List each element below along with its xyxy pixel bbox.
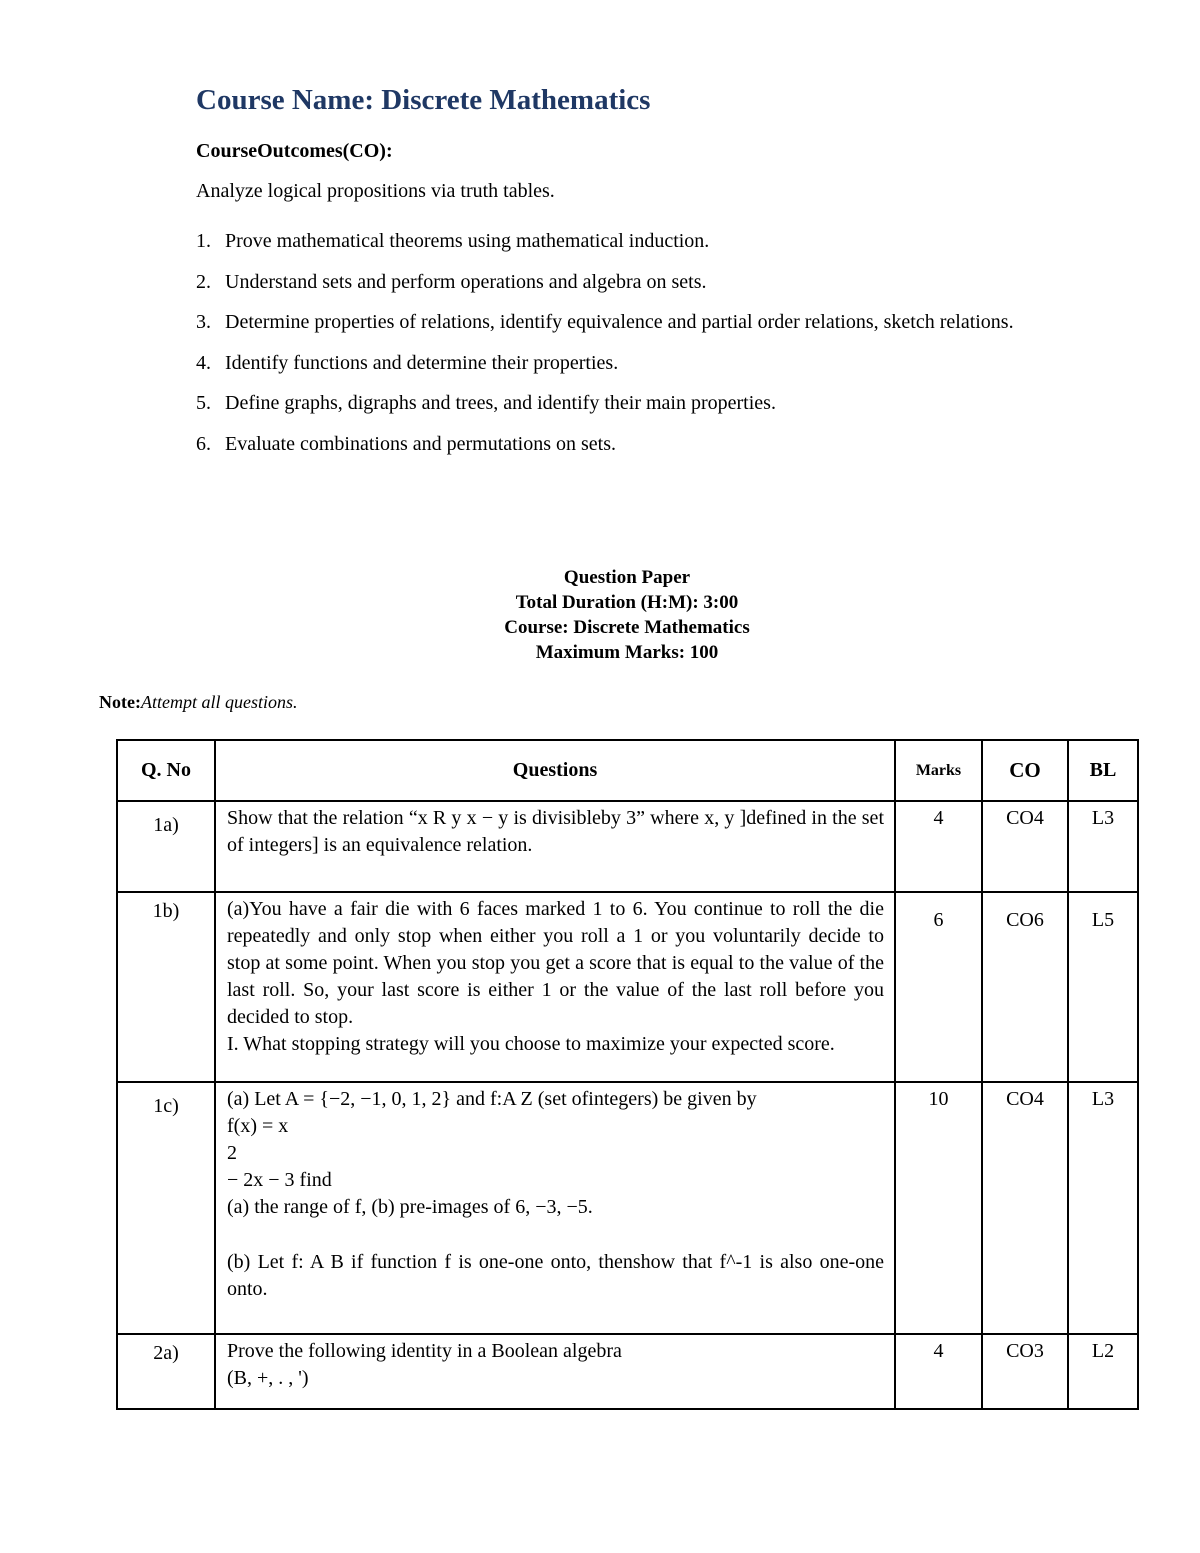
question-line: − 2x − 3 find <box>227 1169 332 1191</box>
outcome-item <box>196 221 1096 262</box>
questions-table <box>116 739 1139 1410</box>
outcome-item <box>196 262 1096 303</box>
question-number: 1c) <box>117 1082 215 1334</box>
paper-max-marks: Maximum Marks: 100 <box>535 642 719 663</box>
outcome-text: Prove mathematical theorems using mathematical induction. <box>225 230 710 252</box>
outcome-item <box>196 343 1096 384</box>
paper-header <box>0 565 1200 665</box>
question-text <box>215 801 895 892</box>
note-label: Note: <box>99 692 141 712</box>
question-line: Show that the relation “x R y x − y is divisibleby 3” where x, y ]defined in the set of integers] is an equivalence relation. <box>227 807 884 856</box>
note-text: Attempt all questions. <box>140 692 298 712</box>
marks-value: 6 <box>895 892 982 1082</box>
table-header-row <box>117 740 1138 801</box>
question-line: (a) the range of f, (b) pre-images of 6, −3, −5. <box>227 1196 593 1218</box>
question-text <box>215 1082 895 1334</box>
outcome-number: 1. <box>196 230 211 252</box>
questions-table-body <box>117 801 1138 1409</box>
course-title: Course Name: Discrete Mathematics <box>196 84 651 116</box>
question-line: I. What stopping strategy will you choose to maximize your expected score. <box>227 1033 835 1055</box>
question-number: 2a) <box>117 1334 215 1409</box>
outcome-text: Evaluate combinations and permutations on sets. <box>225 432 617 455</box>
question-number: 1b) <box>117 892 215 1082</box>
bl-value: L3 <box>1068 801 1138 892</box>
outcome-item <box>196 302 1096 343</box>
question-line: (a) Let A = {−2, −1, 0, 1, 2} and f:A Z (set ofintegers) be given by <box>227 1088 757 1110</box>
question-line: Prove the following identity in a Boolean algebra <box>227 1340 622 1362</box>
outcome-text: Determine properties of relations, identify equivalence and partial order relations, sketch relations. <box>225 311 1014 333</box>
paper-duration: Total Duration (H:M): 3:00 <box>515 592 739 613</box>
header-qno: Q. No <box>117 740 215 801</box>
question-line: f(x) = x <box>227 1115 289 1137</box>
marks-value: 10 <box>895 1082 982 1334</box>
outcome-text: Understand sets and perform operations and algebra on sets. <box>225 270 707 293</box>
outcome-number: 6. <box>196 432 211 455</box>
paper-course: Course: Discrete Mathematics <box>504 617 750 638</box>
outcome-number: 4. <box>196 351 211 374</box>
outcome-item <box>196 383 1096 424</box>
co-value: CO3 <box>982 1334 1068 1409</box>
question-number: 1a) <box>117 801 215 892</box>
question-text <box>215 892 895 1082</box>
table-row <box>117 801 1138 892</box>
paper-title: Question Paper <box>563 567 691 588</box>
table-row <box>117 892 1138 1082</box>
question-line: (b) Let f: A B if function f is one-one onto, thenshow that f^-1 is also one-one onto. <box>227 1251 884 1300</box>
question-line: (a)You have a fair die with 6 faces marked 1 to 6. You continue to roll the die repeatedly and only stop when either you roll a 1 or you voluntarily decide to stop at some point. When you stop you get a score that is equal to the value of the last roll. So, your last score is either 1 or the value of the last roll before you decided to stop. <box>227 898 884 1028</box>
bl-value: L5 <box>1068 892 1138 1082</box>
outcome-text: Define graphs, digraphs and trees, and identify their main properties. <box>225 392 776 414</box>
question-line: 2 <box>227 1142 237 1164</box>
outcome-item <box>196 424 1096 465</box>
outcome-number: 5. <box>196 392 211 414</box>
course-outcomes-heading: CourseOutcomes(CO): <box>196 140 393 162</box>
header-co: CO <box>982 740 1068 801</box>
co-value: CO4 <box>982 801 1068 892</box>
outcome-text: Identify functions and determine their properties. <box>225 351 619 374</box>
note <box>99 692 297 713</box>
header-questions: Questions <box>215 740 895 801</box>
marks-value: 4 <box>895 801 982 892</box>
header-bl: BL <box>1068 740 1138 801</box>
outcome-number: 3. <box>196 311 211 333</box>
course-outcomes-intro: Analyze logical propositions via truth tables. <box>196 180 555 202</box>
co-value: CO4 <box>982 1082 1068 1334</box>
course-outcomes-list <box>196 221 1096 464</box>
header-marks: Marks <box>895 740 982 801</box>
marks-value: 4 <box>895 1334 982 1409</box>
table-row <box>117 1334 1138 1409</box>
table-row <box>117 1082 1138 1334</box>
question-text <box>215 1334 895 1409</box>
co-value: CO6 <box>982 892 1068 1082</box>
bl-value: L2 <box>1068 1334 1138 1409</box>
question-line-gap <box>227 1221 884 1249</box>
bl-value: L3 <box>1068 1082 1138 1334</box>
outcome-number: 2. <box>196 270 211 293</box>
question-line: (B, +, . , ') <box>227 1367 309 1389</box>
